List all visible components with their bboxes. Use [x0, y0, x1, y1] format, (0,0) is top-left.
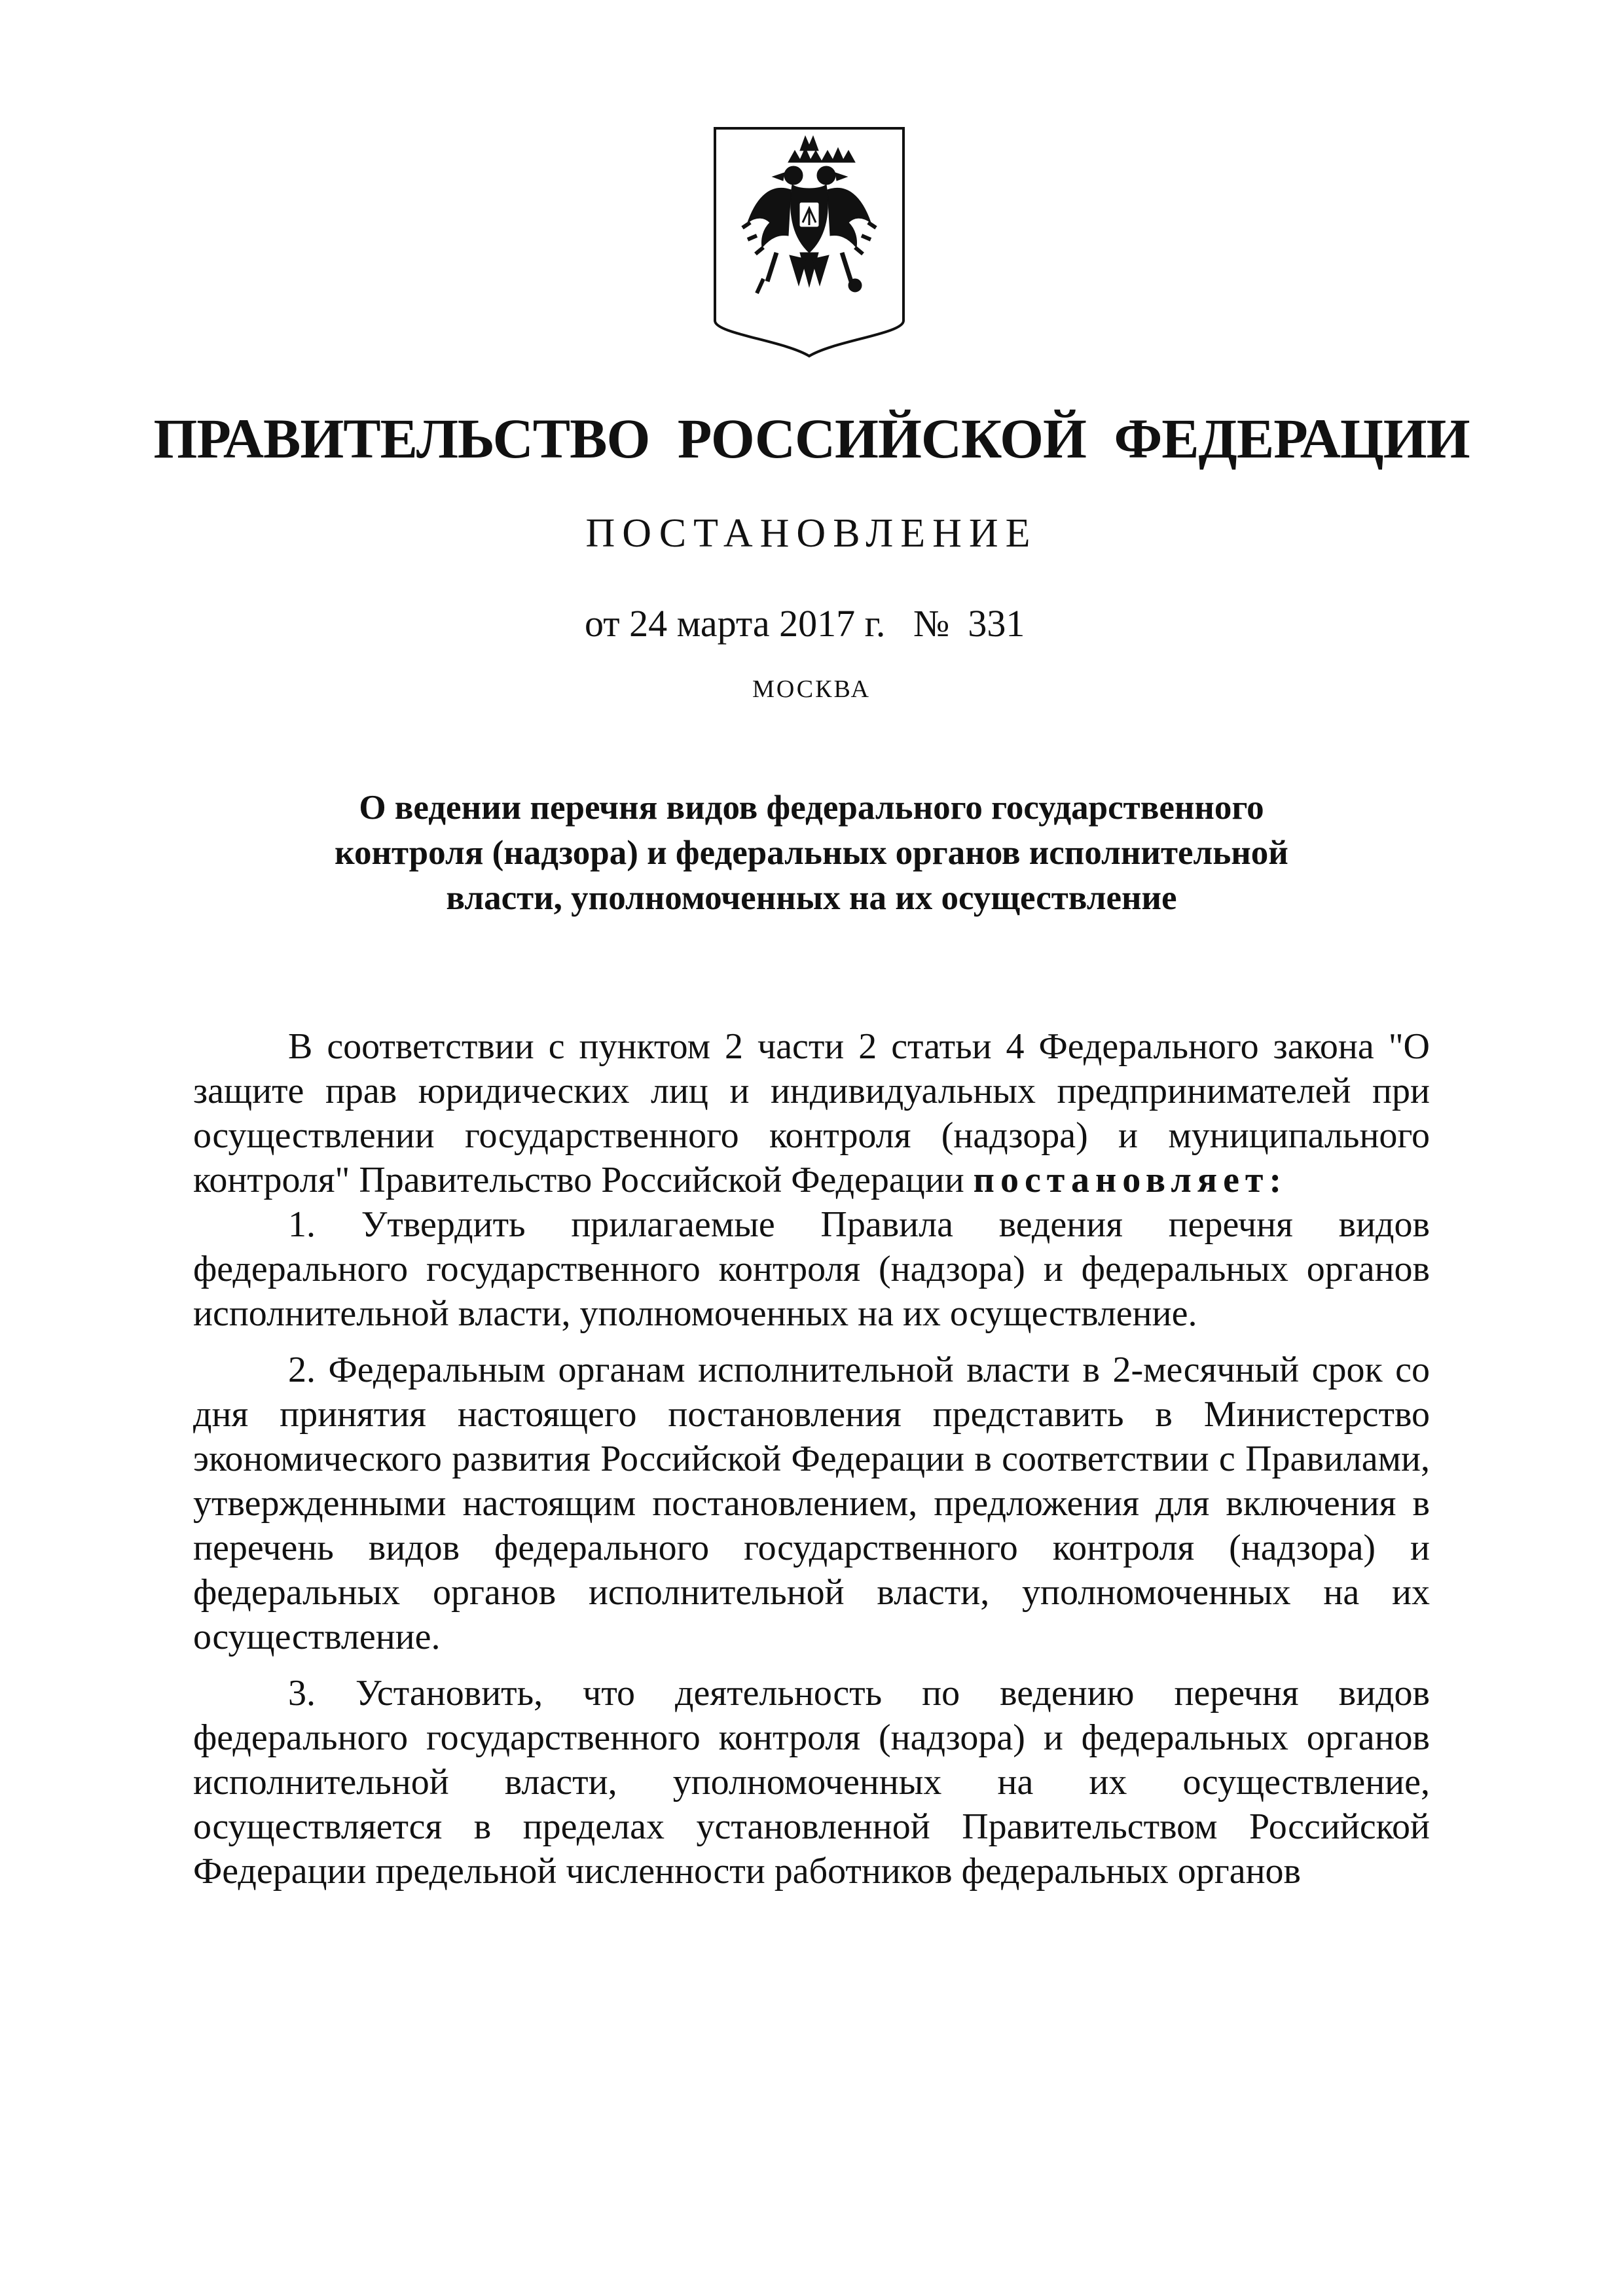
double-headed-eagle-icon: [711, 124, 907, 360]
document-body: [193, 1024, 1430, 1893]
decree-item-1: 1. Утвердить прилагаемые Правила ведения перечня видов федерального государственного контроля (надзора) и федеральных органов исполнительной власти, уполномоченных на их осуществление.: [193, 1204, 1430, 1334]
subject-line: О ведении перечня видов федерального государственного: [359, 789, 1264, 827]
document-subject: [196, 785, 1427, 921]
government-title: ПРАВИТЕЛЬСТВО РОССИЙСКОЙ ФЕДЕРАЦИИ: [153, 407, 1470, 470]
preamble-paragraph: [193, 1024, 1430, 1202]
document-number: [913, 598, 1025, 650]
subject-line: власти, уполномоченных на их осуществление: [446, 879, 1177, 917]
number-value: 331: [968, 602, 1025, 645]
decree-word: постановляет:: [973, 1160, 1288, 1200]
decree-item-2: 2. Федеральным органам исполнительной власти в 2-месячный срок со дня принятия настоящего постановления представить в Министерство экономического развития Российской Федерации в соответствии с Правилами, утвержденными настоящим постановлением, предложения для включения в перечень видов федерального государственного контроля (надзора) и федеральных органов исполнительной власти, уполномоченных на их осуществление.: [193, 1350, 1430, 1657]
preamble-text: В соответствии с пунктом 2 части 2 статьи 4 Федерального закона "О защите прав юридических лиц и индивидуальных предпринимателей при осуществлении государственного контроля (надзора) и муниципального контроля" Правительство Российской Федерации: [193, 1026, 1430, 1200]
number-sign: №: [913, 602, 950, 645]
state-emblem: [711, 124, 907, 360]
document-city: МОСКВА: [752, 675, 871, 703]
subject-line: контроля (надзора) и федеральных органов исполнительной: [335, 834, 1288, 872]
document-date: от 24 марта 2017 г.: [585, 602, 886, 645]
document-type: ПОСТАНОВЛЕНИЕ: [585, 511, 1038, 556]
decree-item-3: 3. Установить, что деятельность по ведению перечня видов федерального государственного контроля (надзора) и федеральных органов исполнительной власти, уполномоченных на их осуществление, осуществляется в пределах установленной Правительством Российской Федерации предельной численности работников федеральных органов: [193, 1673, 1430, 1892]
